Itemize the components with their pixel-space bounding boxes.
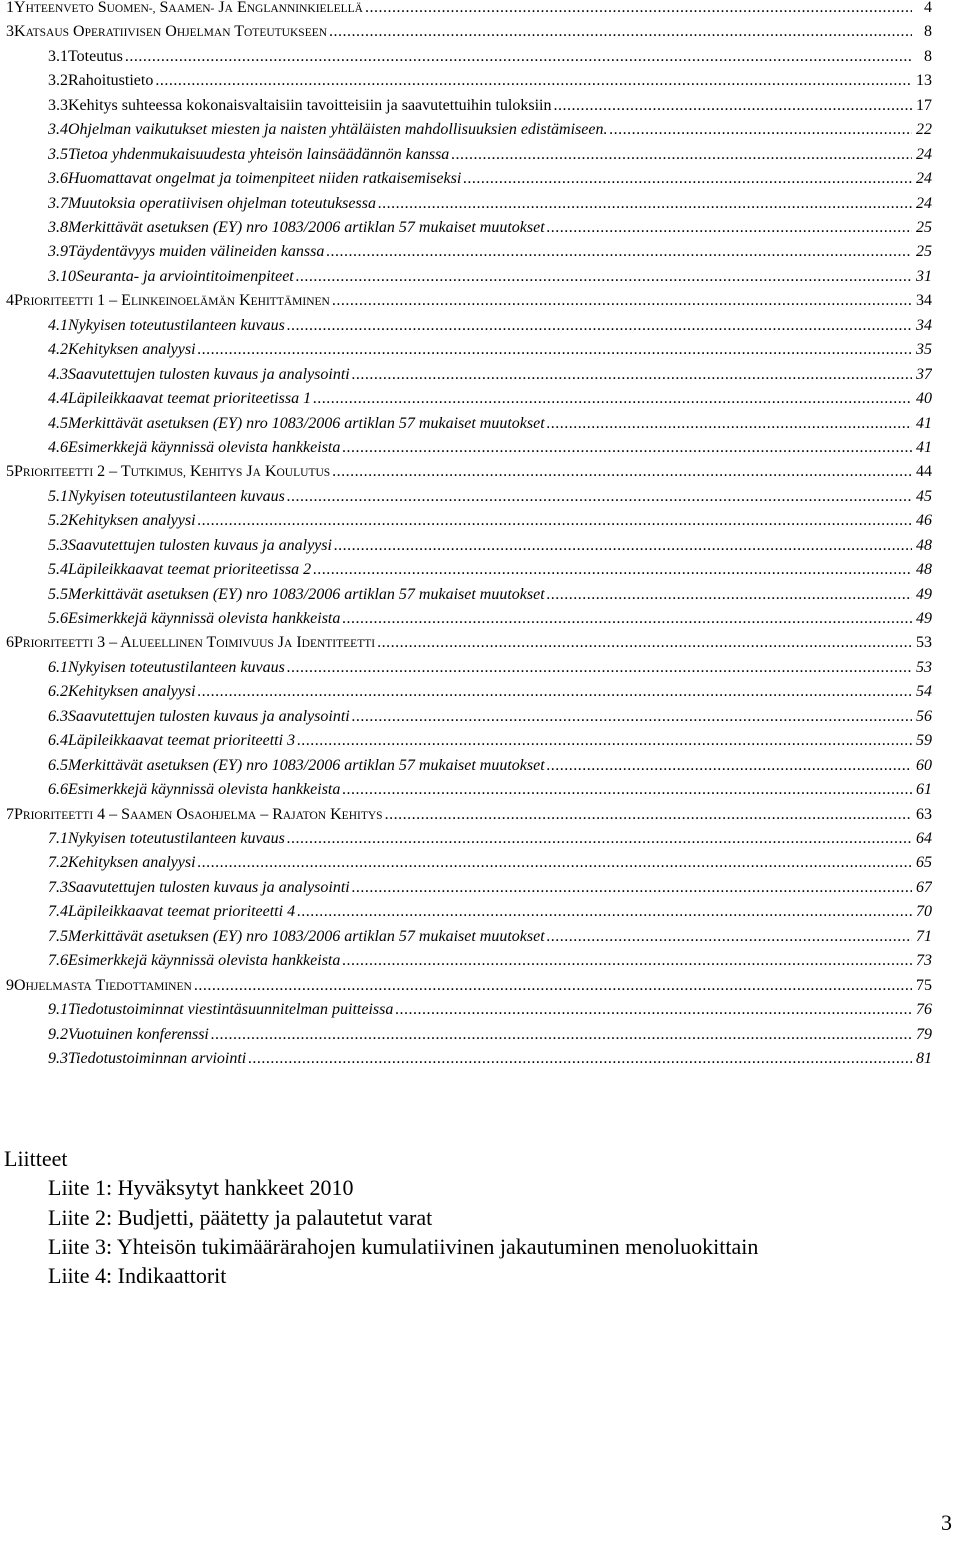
toc-entry-title: KATSAUS OPERATIIVISEN OHJELMAN TOTEUTUKSEEN (14, 23, 328, 41)
toc-entry-number: 4.5 (48, 414, 68, 432)
toc-entry-number: 6.6 (48, 781, 68, 799)
toc-entry-number: 3.7 (48, 194, 68, 212)
toc-leader-dots (211, 1022, 912, 1047)
toc-entry-page: 4 (924, 0, 932, 16)
toc-entry-title: PRIORITEETTI 2 – TUTKIMUS, KEHITYS JA KOULUTUS (14, 463, 331, 481)
toc-leader-dots (198, 337, 912, 362)
toc-entry-page: 24 (916, 170, 932, 188)
toc-entry-title: YHTEENVETO SUOMEN-, SAAMEN- JA ENGLANNINKIELELLÄ (14, 0, 363, 16)
toc-entry-title: Merkittävät asetuksen (EY) nro 1083/2006 artiklan 57 mukaiset muutokset (68, 585, 545, 603)
toc-entry-title: Tiedotustoiminnat viestintäsuunnitelman puitteissa (68, 1001, 394, 1018)
toc-entry-page: 76 (916, 1001, 932, 1018)
toc-leader-dots (365, 0, 912, 20)
toc-entry-number: 1 (6, 0, 14, 16)
toc-entry-number: 7.3 (48, 878, 68, 896)
toc-entry-number: 4.3 (48, 365, 68, 383)
toc-leader-dots (377, 630, 912, 655)
toc-entry-page: 49 (916, 585, 932, 603)
toc-entry-title: Nykyisen toteutustilanteen kuvaus (68, 316, 285, 334)
toc-entry-4-5[interactable] (48, 411, 932, 436)
toc-entry-number: 3 (6, 23, 14, 41)
toc-leader-dots (609, 117, 912, 142)
toc-entry-page: 54 (916, 683, 932, 701)
toc-leader-dots (352, 875, 912, 900)
toc-entry-4-1[interactable] (48, 313, 932, 338)
toc-entry-5[interactable] (6, 459, 932, 484)
toc-entry-7-2[interactable] (48, 850, 932, 875)
toc-leader-dots (554, 93, 913, 118)
toc-entry-3-3[interactable] (48, 93, 932, 118)
toc-leader-dots (547, 753, 912, 778)
toc-entry-page: 59 (916, 732, 932, 750)
toc-leader-dots (547, 215, 912, 240)
toc-entry-title: Seuranta- ja arviointitoimenpiteet (76, 267, 294, 285)
toc-leader-dots (342, 948, 912, 973)
toc-entry-number: 6.1 (48, 658, 68, 676)
toc-entry-number: 3.8 (48, 219, 68, 236)
toc-leader-dots (342, 606, 912, 631)
toc-entry-page: 73 (916, 952, 932, 970)
toc-entry-title: Merkittävät asetuksen (EY) nro 1083/2006 artiklan 57 mukaiset muutokset (68, 414, 545, 432)
toc-entry-page: 37 (916, 365, 932, 383)
toc-leader-dots (297, 899, 912, 924)
toc-leader-dots (155, 68, 912, 93)
toc-leader-dots (352, 362, 912, 387)
toc-entry-title: Merkittävät asetuksen (EY) nro 1083/2006 artiklan 57 mukaiset muutokset (68, 219, 545, 236)
toc-entry-title: Kehityksen analyysi (68, 512, 196, 530)
toc-leader-dots (352, 704, 912, 729)
toc-leader-dots (313, 557, 912, 582)
toc-entry-page: 41 (916, 438, 932, 456)
toc-entry-7-6[interactable] (48, 948, 932, 973)
toc-entry-page: 67 (916, 878, 932, 896)
toc-entry-page: 81 (916, 1049, 932, 1067)
toc-entry-3-7[interactable] (48, 191, 932, 216)
toc-entry-4-2[interactable] (48, 337, 932, 362)
toc-entry-title: Rahoitustieto (68, 72, 154, 90)
appendix-item-1: Liite 1: Hyväksytyt hankkeet 2010 (48, 1175, 354, 1200)
toc-entry-5-6[interactable] (48, 606, 932, 631)
toc-entry-page: 53 (916, 634, 932, 652)
toc-leader-dots (329, 19, 912, 44)
toc-entry-6-1[interactable] (48, 655, 932, 680)
toc-entry-title: Vuotuinen konferenssi (68, 1025, 209, 1043)
toc-entry-3-4[interactable] (48, 117, 932, 142)
toc-entry-title: Saavutettujen tulosten kuvaus ja analysointi (68, 365, 350, 383)
toc-entry-number: 3.5 (48, 145, 68, 163)
toc-entry-page: 46 (916, 512, 932, 530)
toc-entry-4-6[interactable] (48, 435, 932, 460)
toc-entry-3-1[interactable] (48, 44, 932, 69)
toc-leader-dots (297, 728, 912, 753)
toc-entry-title: Kehitys suhteessa kokonaisvaltaisiin tavoitteisiin ja saavutettuihin tuloksiin (68, 96, 552, 114)
toc-leader-dots (342, 777, 912, 802)
toc-leader-dots (463, 166, 912, 191)
toc-leader-dots (395, 997, 912, 1022)
toc-entry-number: 7.2 (48, 854, 68, 872)
toc-entry-title: Tietoa yhdenmukaisuudesta yhteisön lainsäädännön kanssa (68, 145, 450, 163)
toc-leader-dots (125, 44, 912, 69)
toc-entry-page: 22 (916, 121, 932, 139)
toc-entry-page: 17 (916, 96, 932, 114)
toc-entry-1[interactable] (6, 0, 932, 20)
toc-entry-number: 3.2 (48, 72, 68, 90)
toc-entry-page: 79 (916, 1025, 932, 1043)
toc-entry-page: 64 (916, 830, 932, 847)
toc-entry-number: 7.4 (48, 903, 68, 921)
toc-leader-dots (326, 239, 912, 264)
toc-entry-title: Huomattavat ongelmat ja toimenpiteet niiden ratkaisemiseksi (68, 170, 462, 188)
toc-entry-5-2[interactable] (48, 508, 932, 533)
toc-entry-9-2[interactable] (48, 1022, 932, 1047)
toc-entry-page: 45 (916, 487, 932, 505)
toc-entry-number: 4 (6, 292, 14, 310)
toc-entry-number: 5.2 (48, 512, 68, 530)
toc-leader-dots (198, 679, 912, 704)
toc-entry-page: 13 (916, 72, 932, 90)
toc-entry-page: 35 (916, 341, 932, 359)
toc-entry-page: 44 (916, 463, 932, 481)
toc-entry-3-10[interactable] (48, 264, 932, 289)
toc-entry-number: 6.3 (48, 707, 68, 725)
toc-entry-page: 24 (916, 194, 932, 212)
toc-leader-dots (198, 508, 912, 533)
toc-leader-dots (287, 313, 912, 338)
toc-entry-title: Tiedotustoiminnan arviointi (68, 1049, 247, 1067)
appendix-item-3: Liite 3: Yhteisön tukimäärärahojen kumulatiivinen jakautuminen menoluokittain (48, 1234, 759, 1259)
toc-entry-page: 60 (916, 756, 932, 774)
toc-entry-title: Merkittävät asetuksen (EY) nro 1083/2006 artiklan 57 mukaiset muutokset (68, 927, 545, 945)
toc-entry-page: 25 (916, 243, 932, 261)
toc-entry-9[interactable] (6, 973, 932, 998)
toc-entry-number: 3.4 (48, 121, 68, 139)
toc-entry-title: Saavutettujen tulosten kuvaus ja analyysi (68, 536, 332, 554)
appendix-heading: Liitteet (4, 1146, 68, 1171)
toc-entry-number: 9 (6, 976, 14, 994)
toc-entry-page: 48 (916, 536, 932, 554)
toc-entry-number: 5.3 (48, 536, 68, 554)
toc-entry-number: 3.9 (48, 243, 68, 261)
toc-entry-number: 7 (6, 805, 14, 823)
toc-entry-page: 49 (916, 610, 932, 627)
toc-entry-page: 71 (916, 927, 932, 945)
toc-entry-page: 25 (916, 219, 932, 236)
toc-entry-number: 3.10 (48, 267, 76, 285)
toc-entry-number: 5.4 (48, 561, 68, 579)
toc-entry-number: 5.1 (48, 487, 68, 505)
toc-entry-title: Esimerkkejä käynnissä olevista hankkeista (68, 610, 341, 627)
toc-entry-number: 9.2 (48, 1025, 68, 1043)
toc-entry-6-5[interactable] (48, 753, 932, 778)
toc-entry-9-3[interactable] (48, 1046, 932, 1071)
toc-entry-title: PRIORITEETTI 1 – ELINKEINOELÄMÄN KEHITTÄMINEN (14, 292, 330, 310)
toc-leader-dots (342, 435, 912, 460)
toc-entry-number: 7.1 (48, 830, 68, 847)
toc-entry-6-3[interactable] (48, 704, 932, 729)
toc-entry-5-3[interactable] (48, 533, 932, 558)
toc-entry-page: 8 (924, 23, 932, 41)
toc-entry-title: Muutoksia operatiivisen ohjelman toteutuksessa (68, 194, 376, 212)
toc-leader-dots (332, 288, 912, 313)
toc-entry-title: OHJELMASTA TIEDOTTAMINEN (14, 976, 192, 994)
toc-entry-page: 41 (916, 414, 932, 432)
toc-entry-7-1[interactable] (48, 826, 932, 851)
toc-leader-dots (287, 826, 912, 851)
toc-entry-7[interactable] (6, 802, 932, 827)
toc-entry-title: Täydentävyys muiden välineiden kanssa (68, 243, 325, 261)
toc-entry-title: Kehityksen analyysi (68, 683, 196, 701)
toc-entry-page: 34 (916, 316, 932, 334)
toc-entry-number: 6 (6, 634, 14, 652)
toc-entry-number: 3.6 (48, 170, 68, 188)
toc-entry-number: 4.4 (48, 390, 68, 407)
toc-entry-number: 5.6 (48, 610, 68, 627)
toc-entry-5-5[interactable] (48, 582, 932, 607)
toc-entry-number: 9.3 (48, 1049, 68, 1067)
toc-entry-title: Saavutettujen tulosten kuvaus ja analysointi (68, 707, 350, 725)
toc-entry-5-4[interactable] (48, 557, 932, 582)
toc-leader-dots (296, 264, 912, 289)
toc-entry-title: Kehityksen analyysi (68, 341, 196, 359)
toc-entry-page: 48 (916, 561, 932, 579)
toc-leader-dots (547, 924, 912, 949)
toc-entry-page: 31 (916, 267, 932, 285)
toc-entry-number: 3.1 (48, 47, 68, 65)
toc-entry-4-3[interactable] (48, 362, 932, 387)
toc-entry-page: 8 (924, 47, 932, 65)
toc-entry-7-4[interactable] (48, 899, 932, 924)
toc-entry-title: Läpileikkaavat teemat prioriteetti 3 (68, 732, 296, 750)
toc-leader-dots (287, 484, 912, 509)
toc-entry-title: Nykyisen toteutustilanteen kuvaus (68, 830, 285, 847)
toc-entry-number: 4.1 (48, 316, 68, 334)
toc-leader-dots (287, 655, 912, 680)
toc-entry-page: 53 (916, 658, 932, 676)
toc-entry-page: 75 (916, 976, 932, 994)
toc-leader-dots (194, 973, 912, 998)
toc-entry-6[interactable] (6, 630, 932, 655)
appendix-item-4: Liite 4: Indikaattorit (48, 1263, 227, 1288)
toc-entry-3-6[interactable] (48, 166, 932, 191)
toc-entry-page: 70 (916, 903, 932, 921)
toc-entry-number: 3.3 (48, 96, 68, 114)
toc-entry-7-3[interactable] (48, 875, 932, 900)
toc-entry-9-1[interactable] (48, 997, 932, 1022)
appendix-item-2: Liite 2: Budjetti, päätetty ja palautetut varat (48, 1205, 433, 1230)
toc-entry-5-1[interactable] (48, 484, 932, 509)
toc-entry-page: 61 (916, 781, 932, 799)
toc-entry-title: Läpileikkaavat teemat prioriteetissa 1 (68, 390, 312, 407)
toc-entry-title: Merkittävät asetuksen (EY) nro 1083/2006 artiklan 57 mukaiset muutokset (68, 756, 545, 774)
page-number: 3 (941, 1510, 952, 1535)
toc-entry-page: 65 (916, 854, 932, 872)
toc-entry-title: Saavutettujen tulosten kuvaus ja analysointi (68, 878, 350, 896)
toc-entry-3-8[interactable] (48, 215, 932, 240)
toc-leader-dots (332, 459, 912, 484)
toc-entry-page: 24 (916, 145, 932, 163)
toc-leader-dots (451, 142, 912, 167)
toc-entry-7-5[interactable] (48, 924, 932, 949)
toc-entry-number: 7.5 (48, 927, 68, 945)
toc-entry-title: Esimerkkejä käynnissä olevista hankkeista (68, 438, 341, 456)
toc-entry-title: Nykyisen toteutustilanteen kuvaus (68, 658, 285, 676)
toc-leader-dots (547, 582, 912, 607)
toc-entry-6-6[interactable] (48, 777, 932, 802)
toc-leader-dots (313, 386, 912, 411)
toc-entry-page: 63 (916, 805, 932, 823)
toc-entry-page: 34 (916, 292, 932, 310)
toc-entry-number: 4.6 (48, 438, 68, 456)
toc-entry-number: 6.4 (48, 732, 68, 750)
toc-entry-title: PRIORITEETTI 3 – ALUEELLINEN TOIMIVUUS JA IDENTITEETTI (14, 634, 376, 652)
toc-entry-3-5[interactable] (48, 142, 932, 167)
toc-entry-page: 40 (916, 390, 932, 407)
toc-leader-dots (378, 191, 912, 216)
toc-entry-number: 5 (6, 463, 14, 481)
toc-leader-dots (547, 411, 912, 436)
toc-entry-number: 6.2 (48, 683, 68, 701)
toc-entry-title: Esimerkkejä käynnissä olevista hankkeista (68, 952, 341, 970)
toc-entry-title: Läpileikkaavat teemat prioriteetti 4 (68, 903, 296, 921)
toc-entry-number: 5.5 (48, 585, 68, 603)
toc-entry-title: Ohjelman vaikutukset miesten ja naisten yhtäläisten mahdollisuuksien edistämiseen. (68, 121, 608, 139)
toc-entry-title: PRIORITEETTI 4 – SAAMEN OSAOHJELMA – RAJATON KEHITYS (14, 805, 383, 823)
toc-entry-title: Esimerkkejä käynnissä olevista hankkeista (68, 781, 341, 799)
toc-entry-6-2[interactable] (48, 679, 932, 704)
toc-entry-6-4[interactable] (48, 728, 932, 753)
toc-entry-title: Toteutus (68, 47, 123, 65)
toc-entry-4[interactable] (6, 288, 932, 313)
toc-entry-number: 6.5 (48, 756, 68, 774)
toc-entry-3-2[interactable] (48, 68, 932, 93)
toc-entry-number: 7.6 (48, 952, 68, 970)
toc-entry-page: 56 (916, 707, 932, 725)
toc-leader-dots (334, 533, 912, 558)
toc-entry-title: Kehityksen analyysi (68, 854, 196, 872)
toc-leader-dots (385, 802, 912, 827)
toc-entry-title: Läpileikkaavat teemat prioriteetissa 2 (68, 561, 312, 579)
toc-entry-title: Nykyisen toteutustilanteen kuvaus (68, 487, 285, 505)
toc-leader-dots (248, 1046, 912, 1071)
toc-leader-dots (198, 850, 912, 875)
toc-entry-3-9[interactable] (48, 239, 932, 264)
toc-entry-number: 4.2 (48, 341, 68, 359)
toc-entry-3[interactable] (6, 19, 932, 44)
toc-entry-number: 9.1 (48, 1001, 68, 1018)
toc-entry-4-4[interactable] (48, 386, 932, 411)
